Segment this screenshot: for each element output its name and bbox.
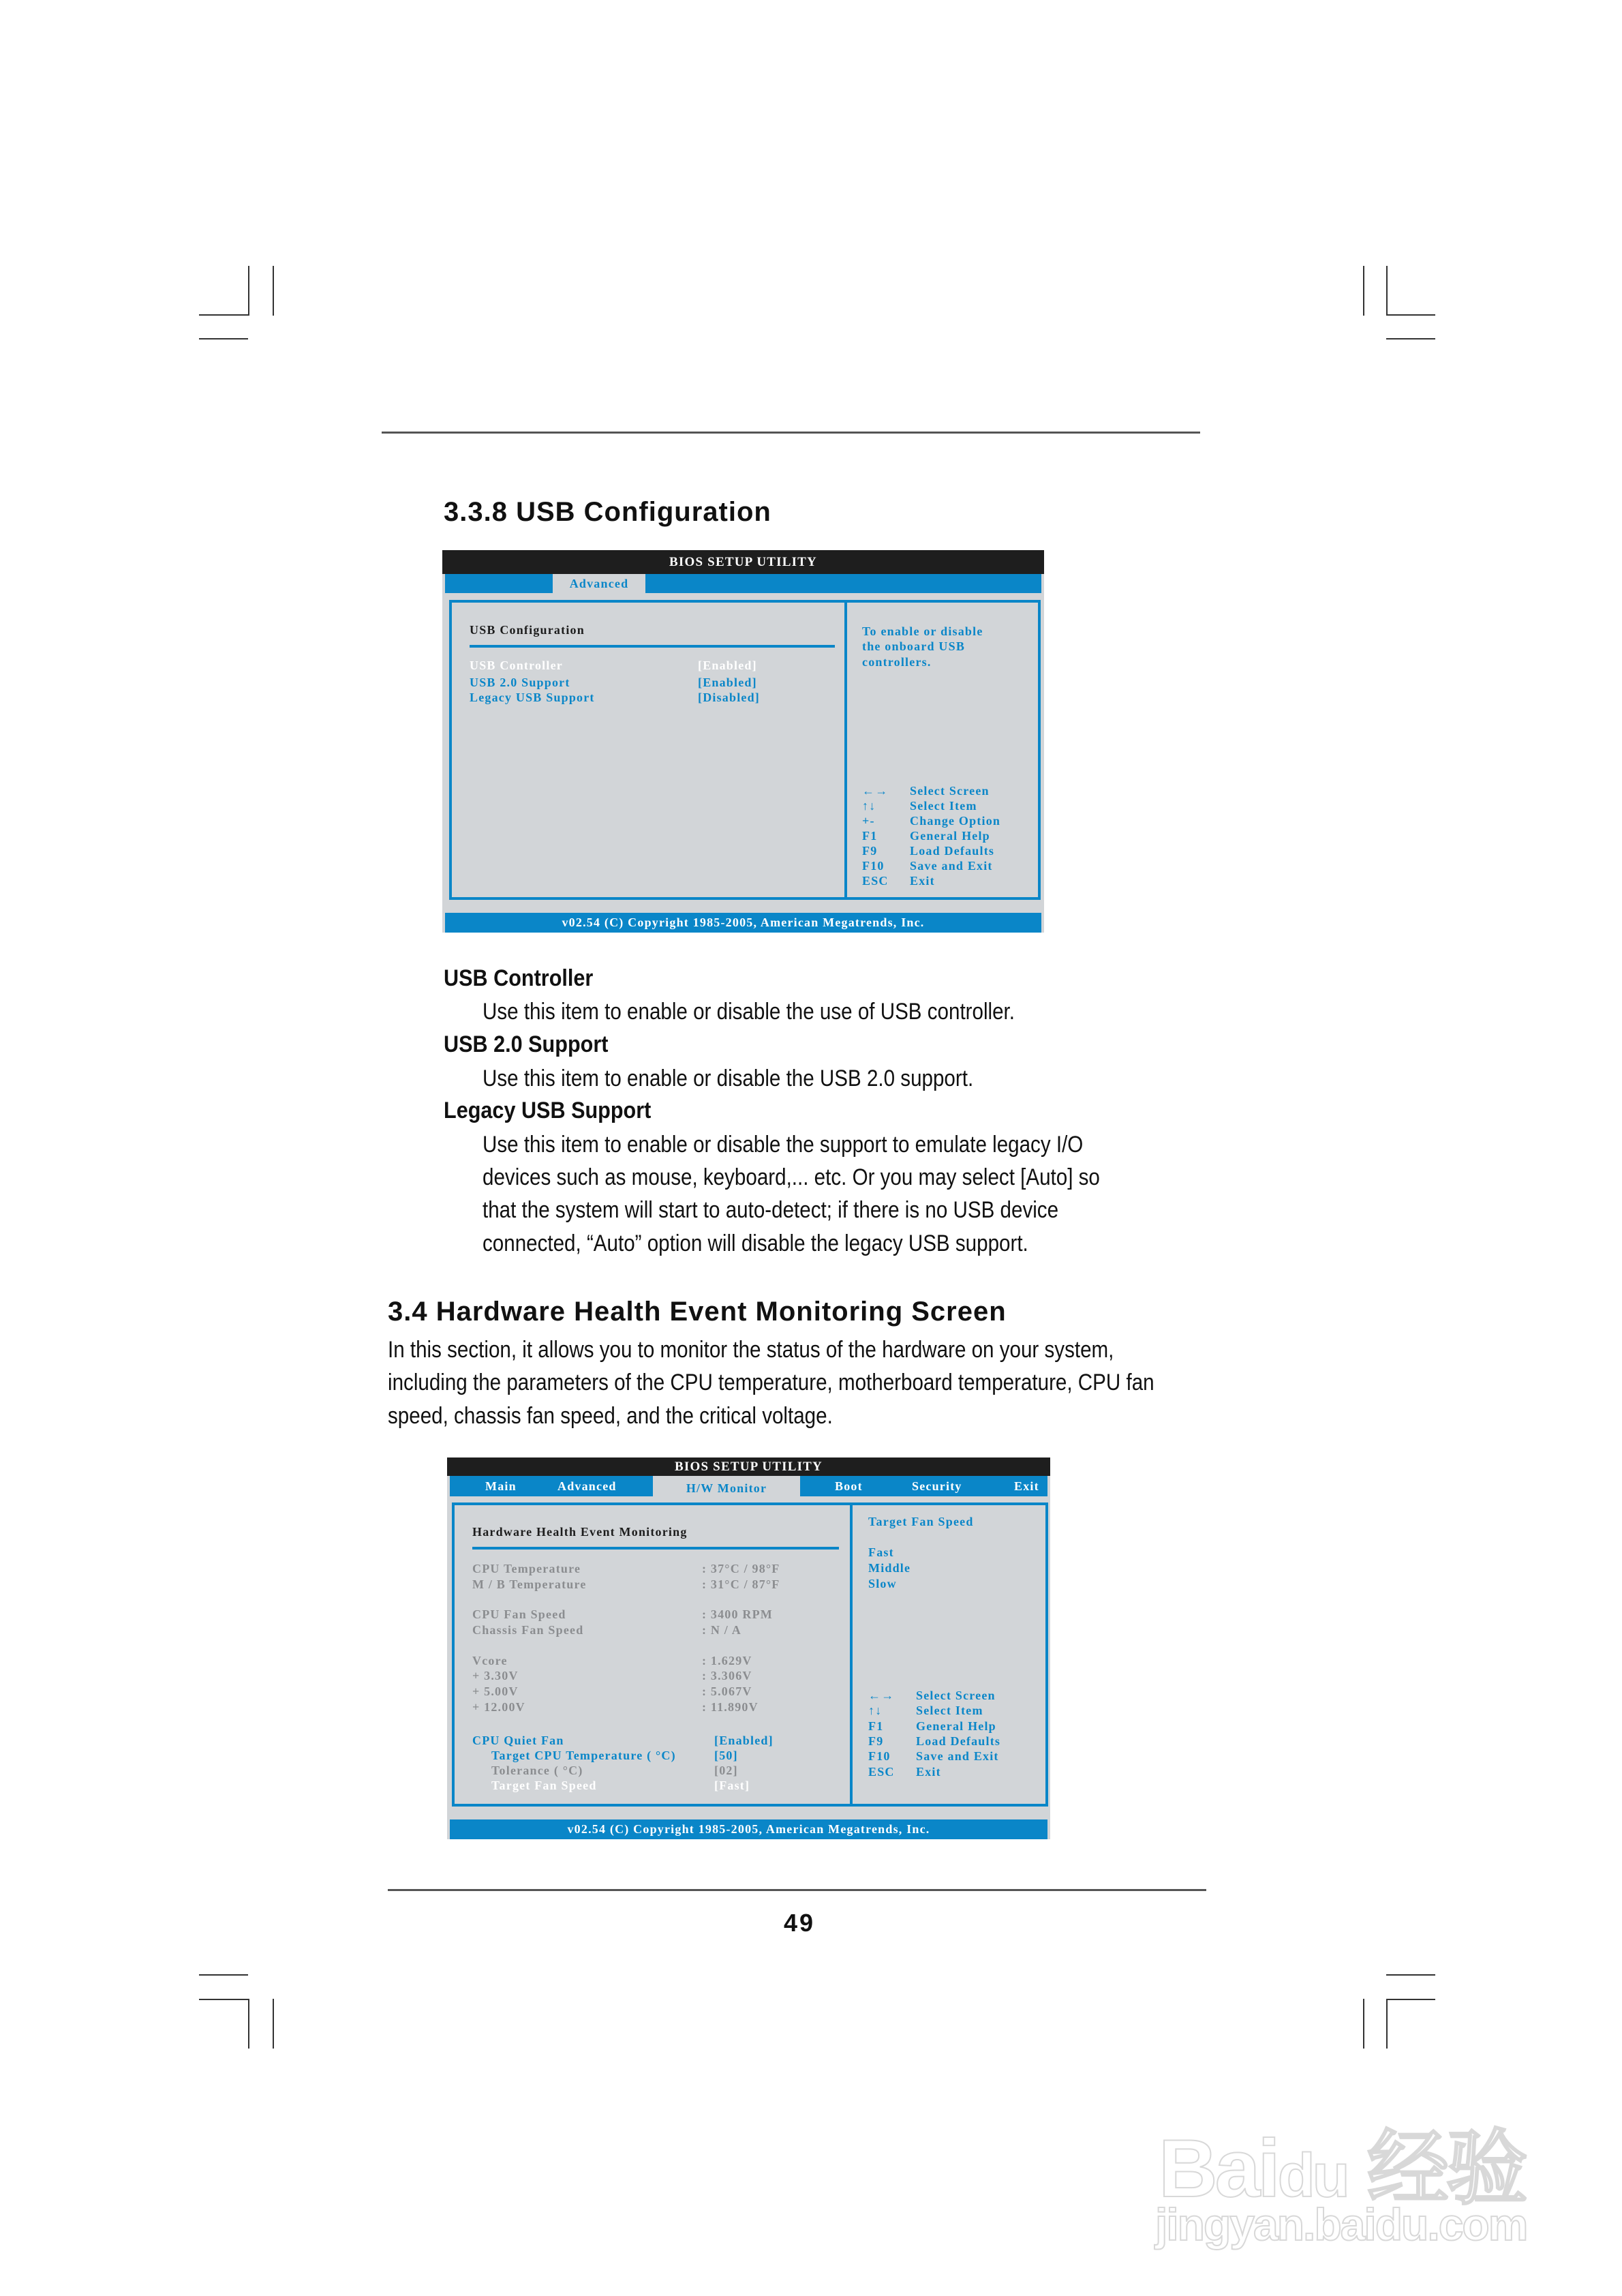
reading-label: + 5.00V [472, 1685, 519, 1698]
panel-divider [844, 600, 847, 900]
setting-usb20-support[interactable]: USB 2.0 Support [470, 676, 570, 689]
bios-screenshot-usb [442, 550, 1044, 933]
reading-value: : 11.890V [702, 1700, 759, 1714]
crop-mark [248, 1999, 249, 2049]
footer-rule [388, 1889, 1206, 1891]
crop-mark [273, 266, 274, 316]
reading-value: : 31°C / 87°F [702, 1577, 780, 1591]
intro-text: including the parameters of the CPU temperature, motherboard temperature, CPU fan [388, 1370, 1154, 1395]
help-text: the onboard USB [862, 639, 966, 653]
desc-text: devices such as mouse, keyboard,... etc. Or you may select [Auto] so [483, 1164, 1100, 1190]
key-action: Exit [910, 874, 935, 888]
crop-mark [1386, 338, 1435, 339]
section-heading-338: 3.3.8 USB Configuration [444, 497, 771, 527]
watermark-logo: Baidu 经验 [1159, 2123, 1526, 2214]
crop-mark [1386, 314, 1435, 316]
desc-text: that the system will start to auto-detect; if there is no USB device [483, 1197, 1059, 1223]
help-option: Fast [868, 1545, 894, 1559]
crop-mark [1386, 1999, 1435, 2000]
key-label: F9 [868, 1734, 884, 1748]
key-arrows-lr-icon: ←→ [868, 1689, 895, 1702]
reading-label: + 12.00V [472, 1700, 525, 1714]
reading-label: CPU Temperature [472, 1562, 581, 1575]
key-arrows-lr-icon: ←→ [862, 784, 889, 798]
help-option: Middle [868, 1561, 911, 1575]
section-heading-34: 3.4 Hardware Health Event Monitoring Screen [388, 1297, 1007, 1327]
crop-mark [1363, 266, 1364, 316]
bios-title: BIOS SETUP UTILITY [442, 550, 1044, 574]
crop-mark [273, 1999, 274, 2049]
key-action: General Help [916, 1719, 996, 1733]
setting-value[interactable]: [Enabled] [698, 659, 757, 672]
key-action: Load Defaults [916, 1734, 1001, 1748]
crop-mark [199, 338, 248, 339]
intro-text: speed, chassis fan speed, and the critical voltage. [388, 1403, 833, 1429]
panel-title: USB Configuration [470, 623, 585, 637]
reading-label: M / B Temperature [472, 1577, 587, 1591]
key-action: Change Option [910, 814, 1001, 828]
desc-title: USB Controller [444, 965, 594, 991]
desc-title: Legacy USB Support [444, 1098, 652, 1123]
intro-text: In this section, it allows you to monitor the status of the hardware on your system, [388, 1337, 1114, 1363]
help-text: To enable or disable [862, 624, 983, 638]
tab-security[interactable]: Security [912, 1479, 962, 1493]
setting-value: [02] [714, 1764, 738, 1777]
reading-value: : 3400 RPM [702, 1607, 773, 1621]
setting-cpu-quiet-fan[interactable]: CPU Quiet Fan [472, 1734, 564, 1747]
key-action: General Help [910, 829, 990, 843]
reading-label: Vcore [472, 1654, 508, 1667]
tab-hw-monitor[interactable]: H/W Monitor [653, 1476, 800, 1499]
crop-mark [1386, 1974, 1435, 1976]
key-label: F1 [868, 1719, 884, 1733]
setting-value[interactable]: [Fast] [714, 1779, 750, 1792]
bios-tab-bar [450, 1476, 1047, 1496]
crop-mark [1386, 266, 1388, 316]
key-action: Select Item [910, 799, 977, 813]
tab-boot[interactable]: Boot [835, 1479, 863, 1493]
help-option: Slow [868, 1577, 897, 1590]
desc-text: Use this item to enable or disable the USB 2.0 support. [483, 1066, 974, 1091]
setting-legacy-usb[interactable]: Legacy USB Support [470, 691, 595, 704]
tab-main[interactable]: Main [485, 1479, 517, 1493]
title-underline [472, 1547, 839, 1550]
setting-target-fan-speed[interactable]: Target Fan Speed [491, 1779, 597, 1792]
key-action: Exit [916, 1765, 941, 1779]
reading-label: + 3.30V [472, 1669, 519, 1682]
key-label: ESC [868, 1765, 895, 1779]
bios-tab-bar [445, 574, 1041, 593]
setting-tolerance: Tolerance ( °C) [491, 1764, 583, 1777]
desc-title: USB 2.0 Support [444, 1031, 609, 1057]
crop-mark [199, 1999, 248, 2000]
key-action: Select Screen [910, 784, 990, 798]
panel-title: Hardware Health Event Monitoring [472, 1525, 688, 1539]
setting-value[interactable]: [Enabled] [714, 1734, 774, 1747]
setting-usb-controller[interactable]: USB Controller [470, 659, 563, 672]
desc-text: Use this item to enable or disable the use of USB controller. [483, 999, 1015, 1025]
key-arrows-ud-icon: ↑↓ [862, 799, 876, 813]
key-action: Save and Exit [910, 859, 993, 873]
key-label: F1 [862, 829, 878, 843]
crop-mark [199, 314, 248, 316]
desc-text: Use this item to enable or disable the support to emulate legacy I/O [483, 1132, 1084, 1158]
desc-text: connected, “Auto” option will disable the legacy USB support. [483, 1230, 1028, 1256]
crop-mark [248, 266, 249, 316]
header-rule [382, 432, 1200, 434]
help-title: Target Fan Speed [868, 1515, 974, 1528]
key-arrows-ud-icon: ↑↓ [868, 1704, 883, 1717]
reading-value: : 1.629V [702, 1654, 752, 1667]
reading-value: : 37°C / 98°F [702, 1562, 780, 1575]
bios-screenshot-hw-monitor [447, 1457, 1050, 1839]
setting-value[interactable]: [Enabled] [698, 676, 757, 689]
bios-footer: v02.54 (C) Copyright 1985-2005, American Megatrends, Inc. [450, 1819, 1047, 1839]
bios-footer: v02.54 (C) Copyright 1985-2005, American Megatrends, Inc. [445, 913, 1041, 933]
reading-value: : 3.306V [702, 1669, 752, 1682]
tab-advanced[interactable]: Advanced [553, 574, 645, 593]
crop-mark [1363, 1999, 1364, 2049]
help-text: controllers. [862, 655, 932, 669]
page-number: 49 [784, 1909, 816, 1937]
key-label: +- [862, 814, 875, 828]
setting-target-cpu-temp[interactable]: Target CPU Temperature ( °C) [491, 1749, 676, 1762]
tab-advanced[interactable]: Advanced [557, 1479, 617, 1493]
watermark-url: jingyan.baidu.com [1155, 2199, 1527, 2250]
reading-label: CPU Fan Speed [472, 1607, 566, 1621]
key-action: Load Defaults [910, 844, 995, 858]
reading-value: : N / A [702, 1623, 741, 1637]
crop-mark [199, 1974, 248, 1976]
key-label: F9 [862, 844, 878, 858]
bios-title: BIOS SETUP UTILITY [447, 1457, 1050, 1476]
tab-exit[interactable]: Exit [1014, 1479, 1039, 1493]
title-underline [470, 645, 835, 648]
setting-value[interactable]: [50] [714, 1749, 738, 1762]
panel-divider [850, 1502, 853, 1807]
key-action: Select Item [916, 1704, 983, 1717]
reading-value: : 5.067V [702, 1685, 752, 1698]
reading-label: Chassis Fan Speed [472, 1623, 584, 1637]
setting-value[interactable]: [Disabled] [698, 691, 761, 704]
crop-mark [1386, 1999, 1388, 2049]
key-label: F10 [862, 859, 885, 873]
key-label: F10 [868, 1749, 891, 1763]
key-action: Select Screen [916, 1689, 996, 1702]
key-label: ESC [862, 874, 889, 888]
key-action: Save and Exit [916, 1749, 999, 1763]
